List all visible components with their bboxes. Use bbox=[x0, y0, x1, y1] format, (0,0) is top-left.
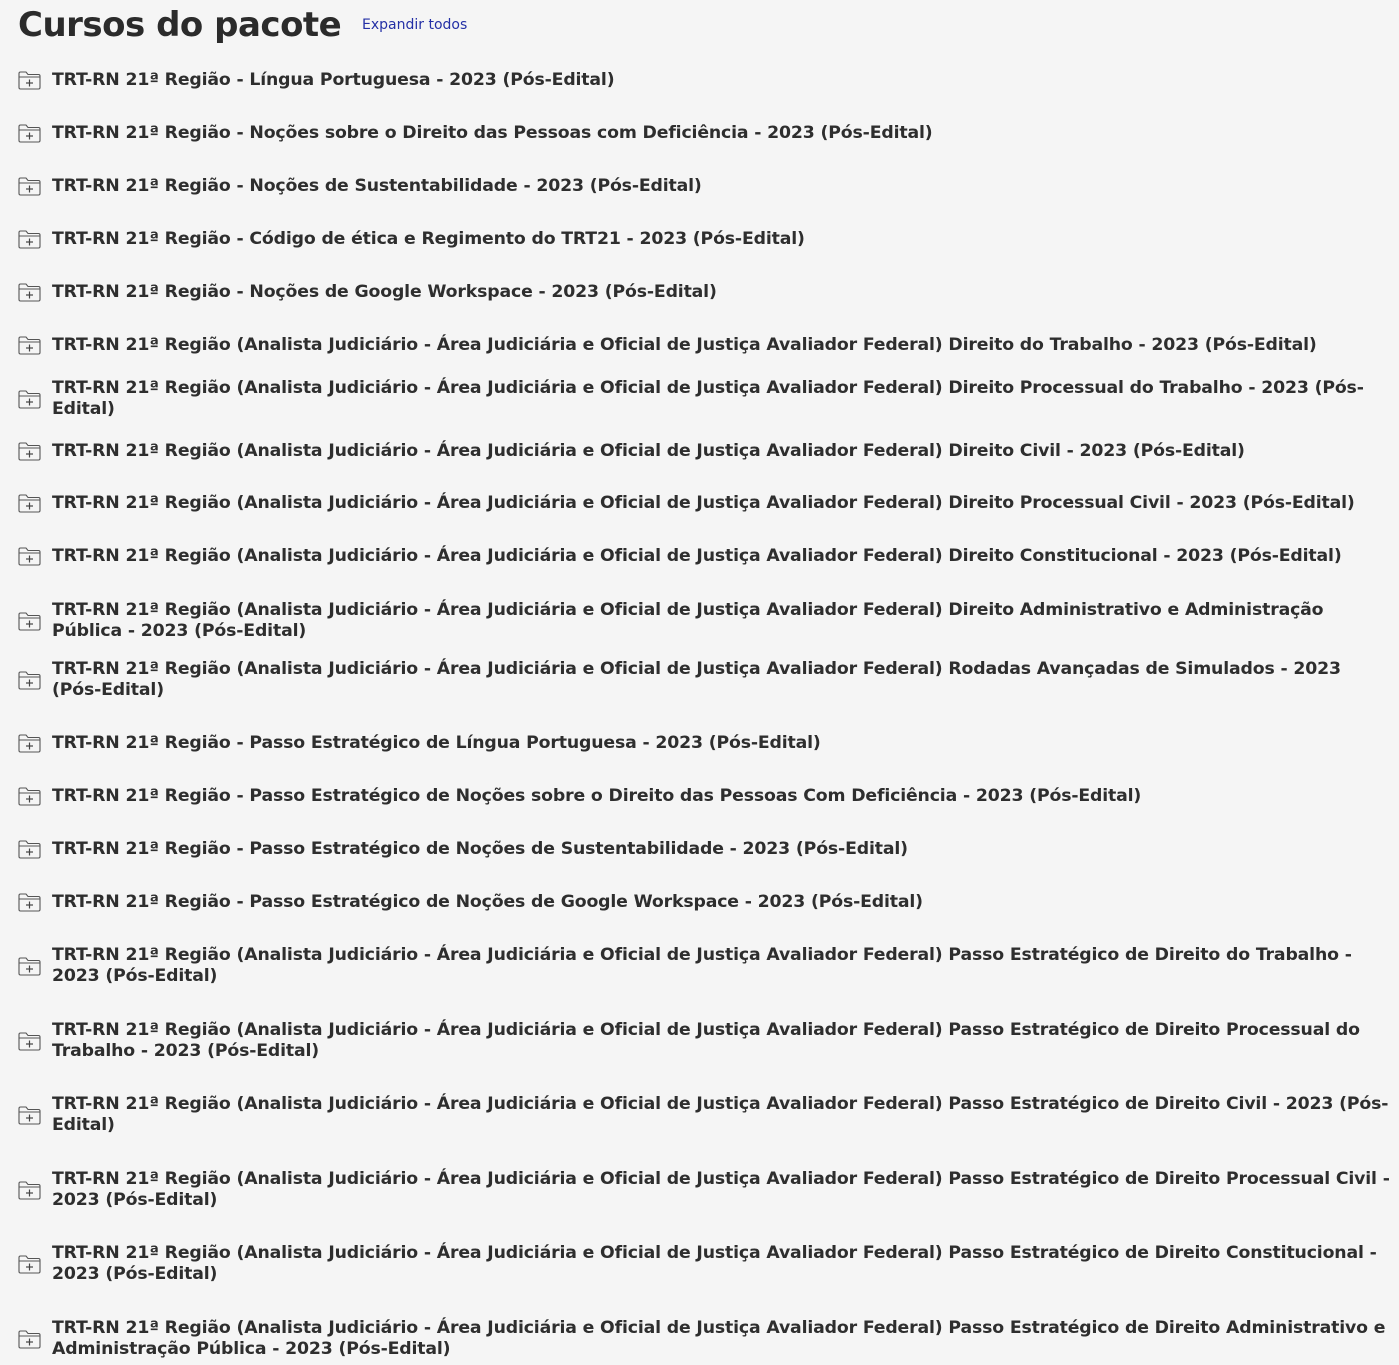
folder-plus-icon[interactable] bbox=[18, 124, 41, 143]
course-title[interactable]: TRT-RN 21ª Região - Noções de Sustentabilidade - 2023 (Pós-Edital) bbox=[52, 176, 702, 196]
course-item[interactable] bbox=[18, 70, 1390, 92]
course-item[interactable] bbox=[18, 1243, 1390, 1286]
folder-plus-icon[interactable] bbox=[18, 612, 41, 631]
course-title[interactable]: TRT-RN 21ª Região (Analista Judiciário - Área Judiciária e Oficial de Justiça Avaliador Federal) Passo Estratégico de Direito do Trabalho - 2023 (Pós-Edital) bbox=[52, 944, 1352, 986]
folder-plus-icon[interactable] bbox=[18, 787, 41, 806]
course-item[interactable] bbox=[18, 282, 1390, 304]
folder-plus-icon[interactable] bbox=[18, 1106, 41, 1125]
folder-plus-icon[interactable] bbox=[18, 494, 41, 513]
course-title[interactable]: TRT-RN 21ª Região (Analista Judiciário - Área Judiciária e Oficial de Justiça Avaliador Federal) Rodadas Avançadas de Simulados - 2023 (Pós-Edital) bbox=[52, 658, 1341, 700]
course-item[interactable] bbox=[18, 1169, 1390, 1212]
folder-plus-icon[interactable] bbox=[18, 671, 41, 690]
course-title[interactable]: TRT-RN 21ª Região - Língua Portuguesa - 2023 (Pós-Edital) bbox=[52, 70, 615, 90]
course-title[interactable]: TRT-RN 21ª Região - Código de ética e Regimento do TRT21 - 2023 (Pós-Edital) bbox=[52, 229, 805, 249]
folder-plus-icon[interactable] bbox=[18, 1330, 41, 1349]
folder-plus-icon[interactable] bbox=[18, 230, 41, 249]
course-title[interactable]: TRT-RN 21ª Região (Analista Judiciário - Área Judiciária e Oficial de Justiça Avaliador Federal) Passo Estratégico de Direito Processual Civil - 2023 (Pós-Edital) bbox=[52, 1168, 1390, 1210]
course-item[interactable] bbox=[18, 378, 1390, 421]
course-title[interactable]: TRT-RN 21ª Região (Analista Judiciário - Área Judiciária e Oficial de Justiça Avaliador Federal) Direito Processual do Trabalho - 2023 (Pós-Edital) bbox=[52, 377, 1364, 419]
folder-plus-icon[interactable] bbox=[18, 840, 41, 859]
course-item[interactable] bbox=[18, 839, 1390, 861]
course-item[interactable] bbox=[18, 1094, 1390, 1137]
course-title[interactable]: TRT-RN 21ª Região - Passo Estratégico de Noções de Sustentabilidade - 2023 (Pós-Edital) bbox=[52, 839, 908, 859]
course-item[interactable] bbox=[18, 945, 1390, 988]
course-title[interactable]: TRT-RN 21ª Região - Passo Estratégico de Noções sobre o Direito das Pessoas Com Deficiência - 2023 (Pós-Edital) bbox=[52, 786, 1142, 806]
folder-plus-icon[interactable] bbox=[18, 1032, 41, 1051]
course-item[interactable] bbox=[18, 229, 1390, 251]
course-item[interactable] bbox=[18, 659, 1390, 702]
course-title[interactable]: TRT-RN 21ª Região (Analista Judiciário - Área Judiciária e Oficial de Justiça Avaliador Federal) Passo Estratégico de Direito Administrativo e Administração Pública - 2023 (Pós-Edital) bbox=[52, 1317, 1386, 1359]
folder-plus-icon[interactable] bbox=[18, 734, 41, 753]
course-title[interactable]: TRT-RN 21ª Região (Analista Judiciário - Área Judiciária e Oficial de Justiça Avaliador Federal) Direito Administrativo e Administração Pública - 2023 (Pós-Edital) bbox=[52, 599, 1324, 641]
course-title[interactable]: TRT-RN 21ª Região (Analista Judiciário - Área Judiciária e Oficial de Justiça Avaliador Federal) Passo Estratégico de Direito Constitucional - 2023 (Pós-Edital) bbox=[52, 1242, 1377, 1284]
course-item[interactable] bbox=[18, 1318, 1390, 1361]
course-item[interactable] bbox=[18, 546, 1390, 568]
course-item[interactable] bbox=[18, 600, 1390, 643]
folder-plus-icon[interactable] bbox=[18, 336, 41, 355]
folder-plus-icon[interactable] bbox=[18, 893, 41, 912]
folder-plus-icon[interactable] bbox=[18, 1255, 41, 1274]
course-item[interactable] bbox=[18, 335, 1390, 357]
course-title[interactable]: TRT-RN 21ª Região (Analista Judiciário - Área Judiciária e Oficial de Justiça Avaliador Federal) Passo Estratégico de Direito Civil - 2023 (Pós-Edital) bbox=[52, 1093, 1389, 1135]
folder-plus-icon[interactable] bbox=[18, 547, 41, 566]
folder-plus-icon[interactable] bbox=[18, 283, 41, 302]
course-title[interactable]: TRT-RN 21ª Região - Passo Estratégico de Língua Portuguesa - 2023 (Pós-Edital) bbox=[52, 733, 821, 753]
expand-all-link[interactable]: Expandir todos bbox=[362, 17, 468, 33]
folder-plus-icon[interactable] bbox=[18, 1181, 41, 1200]
course-title[interactable]: TRT-RN 21ª Região (Analista Judiciário - Área Judiciária e Oficial de Justiça Avaliador Federal) Passo Estratégico de Direito Processual do Trabalho - 2023 (Pós-Edital) bbox=[52, 1019, 1360, 1061]
course-item[interactable] bbox=[18, 441, 1390, 463]
course-title[interactable]: TRT-RN 21ª Região - Passo Estratégico de Noções de Google Workspace - 2023 (Pós-Edital) bbox=[52, 892, 923, 912]
course-item[interactable] bbox=[18, 1020, 1390, 1063]
page-title: Cursos do pacote bbox=[18, 5, 342, 45]
folder-plus-icon[interactable] bbox=[18, 957, 41, 976]
folder-plus-icon[interactable] bbox=[18, 71, 41, 90]
course-title[interactable]: TRT-RN 21ª Região (Analista Judiciário - Área Judiciária e Oficial de Justiça Avaliador Federal) Direito do Trabalho - 2023 (Pós-Edital) bbox=[52, 335, 1317, 355]
folder-plus-icon[interactable] bbox=[18, 177, 41, 196]
folder-plus-icon[interactable] bbox=[18, 390, 41, 409]
course-title[interactable]: TRT-RN 21ª Região (Analista Judiciário - Área Judiciária e Oficial de Justiça Avaliador Federal) Direito Processual Civil - 2023 (Pós-Edital) bbox=[52, 493, 1355, 513]
course-title[interactable]: TRT-RN 21ª Região (Analista Judiciário - Área Judiciária e Oficial de Justiça Avaliador Federal) Direito Civil - 2023 (Pós-Edital) bbox=[52, 441, 1245, 461]
course-item[interactable] bbox=[18, 176, 1390, 198]
course-item[interactable] bbox=[18, 733, 1390, 755]
course-item[interactable] bbox=[18, 123, 1390, 145]
course-title[interactable]: TRT-RN 21ª Região - Noções sobre o Direito das Pessoas com Deficiência - 2023 (Pós-Edital) bbox=[52, 123, 933, 143]
folder-plus-icon[interactable] bbox=[18, 442, 41, 461]
course-item[interactable] bbox=[18, 786, 1390, 808]
course-title[interactable]: TRT-RN 21ª Região (Analista Judiciário - Área Judiciária e Oficial de Justiça Avaliador Federal) Direito Constitucional - 2023 (Pós-Edital) bbox=[52, 546, 1342, 566]
course-item[interactable] bbox=[18, 892, 1390, 914]
course-title[interactable]: TRT-RN 21ª Região - Noções de Google Workspace - 2023 (Pós-Edital) bbox=[52, 282, 717, 302]
course-item[interactable] bbox=[18, 493, 1390, 515]
